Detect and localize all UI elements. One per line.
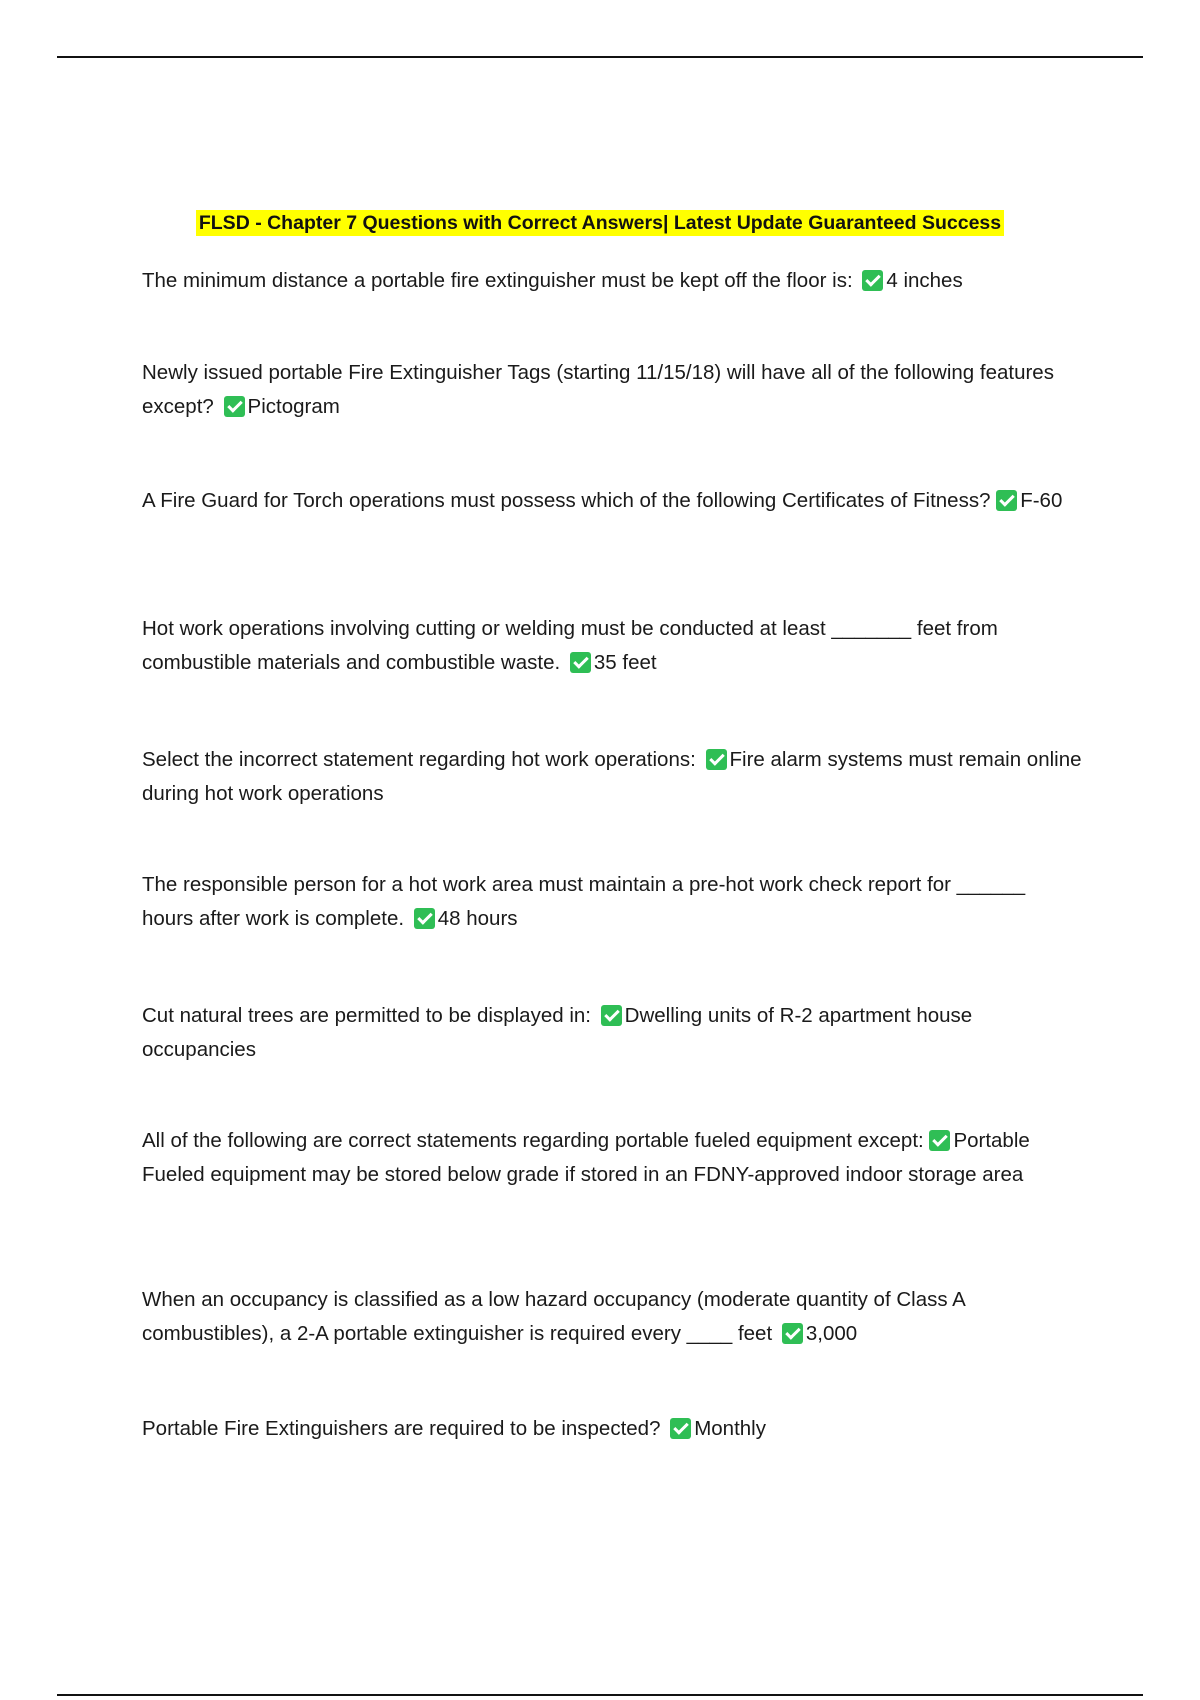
- answer-text: Portable Fueled equipment may be stored below grade if stored in an FDNY-approved indoor storage area: [142, 1129, 1030, 1186]
- question-text: A Fire Guard for Torch operations must possess which of the following Certificates of Fitness?: [142, 489, 991, 512]
- question-text: Select the incorrect statement regarding hot work operations:: [142, 748, 696, 771]
- question-text: The responsible person for a hot work area must maintain a pre-hot work check report for ______ hours after work is complete.: [142, 873, 1026, 930]
- qa-item-3: [142, 484, 1082, 518]
- title-block: [0, 212, 1200, 235]
- qa-item-4: [142, 612, 1082, 680]
- question-text: All of the following are correct statements regarding portable fueled equipment except:: [142, 1129, 924, 1152]
- header-rule: [57, 56, 1143, 58]
- qa-item-6: [142, 868, 1082, 936]
- check-mark-icon: [929, 1130, 950, 1151]
- answer-text: 48 hours: [437, 907, 518, 930]
- question-text: Newly issued portable Fire Extinguisher Tags (starting 11/15/18) will have all of the following features except?: [142, 361, 1054, 418]
- question-text: When an occupancy is classified as a low hazard occupancy (moderate quantity of Class A combustibles), a 2-A portable extinguisher is required every ____ feet: [142, 1288, 965, 1345]
- qa-item-10: [142, 1412, 1082, 1446]
- qa-item-1: [142, 264, 1082, 298]
- question-text: The minimum distance a portable fire extinguisher must be kept off the floor is:: [142, 269, 853, 292]
- check-mark-icon: [996, 490, 1017, 511]
- document-title: FLSD - Chapter 7 Questions with Correct Answers| Latest Update Guaranteed Success: [196, 210, 1004, 236]
- check-mark-icon: [224, 396, 245, 417]
- answer-text: Dwelling units of R-2 apartment house occupancies: [142, 1004, 973, 1061]
- qa-item-8: [142, 1124, 1082, 1192]
- qa-item-7: [142, 999, 1082, 1067]
- question-text: Cut natural trees are permitted to be displayed in:: [142, 1004, 591, 1027]
- qa-item-5: [142, 743, 1082, 811]
- qa-item-2: [142, 356, 1082, 424]
- answer-text: 35 feet: [593, 651, 657, 674]
- check-mark-icon: [570, 652, 591, 673]
- answer-text: 4 inches: [886, 269, 963, 292]
- check-mark-icon: [706, 749, 727, 770]
- check-mark-icon: [670, 1418, 691, 1439]
- qa-item-9: [142, 1283, 1082, 1351]
- check-mark-icon: [601, 1005, 622, 1026]
- footer-rule: [57, 1694, 1143, 1696]
- answer-text: Fire alarm systems must remain online during hot work operations: [142, 748, 1082, 805]
- answer-text: F-60: [1020, 489, 1063, 512]
- answer-text: Monthly: [694, 1417, 766, 1440]
- check-mark-icon: [414, 908, 435, 929]
- answer-text: 3,000: [805, 1322, 858, 1345]
- answer-text: Pictogram: [247, 395, 340, 418]
- question-text: Portable Fire Extinguishers are required to be inspected?: [142, 1417, 661, 1440]
- check-mark-icon: [862, 270, 883, 291]
- question-text: Hot work operations involving cutting or welding must be conducted at least _______ feet from combustible materials and combustible waste.: [142, 617, 998, 674]
- check-mark-icon: [782, 1323, 803, 1344]
